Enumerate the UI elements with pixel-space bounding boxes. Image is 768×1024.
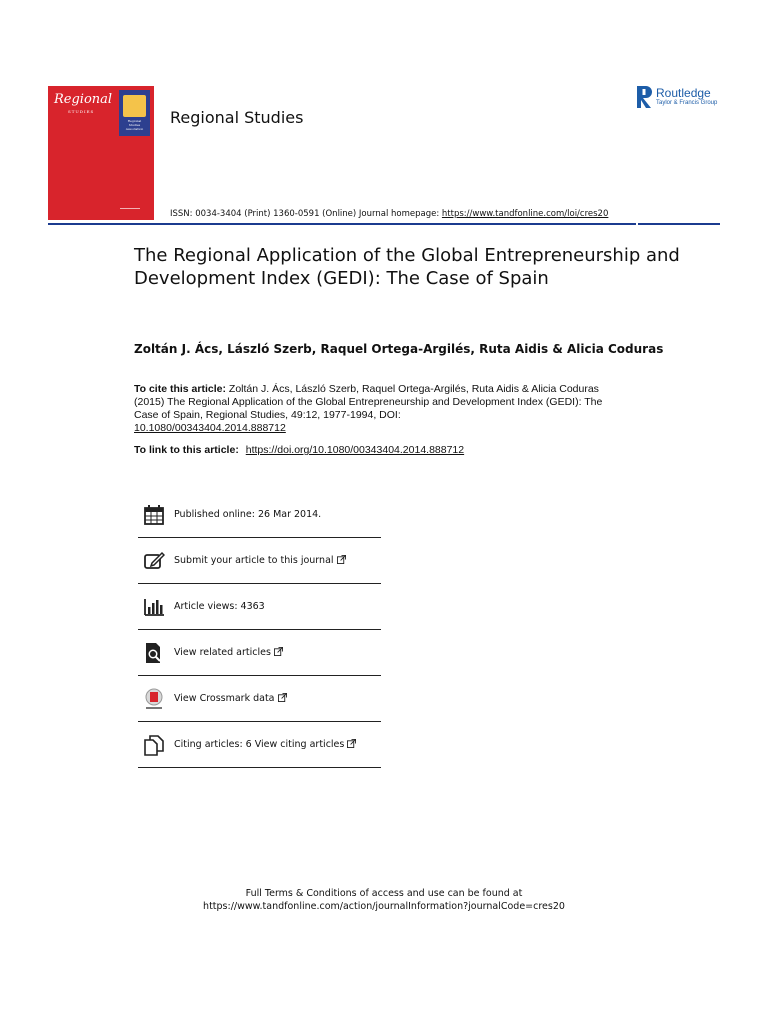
- citation-block: [134, 383, 604, 435]
- published-online-text: Published online: 26 Mar 2014.: [174, 509, 322, 520]
- submit-article-link[interactable]: [174, 555, 346, 566]
- terms-url[interactable]: https://www.tandfonline.com/action/journalInformation?journalCode=cres20: [203, 901, 565, 912]
- publisher-name: Routledge: [656, 86, 711, 100]
- article-views-text: Article views: 4363: [174, 601, 265, 612]
- crossmark-row[interactable]: [138, 676, 381, 722]
- crossmark-link[interactable]: [174, 693, 287, 704]
- bar-chart-icon: [143, 596, 165, 618]
- routledge-logo-icon: [637, 86, 652, 108]
- link-label: To link to this article:: [134, 444, 239, 456]
- related-articles-text: View related articles: [174, 647, 271, 658]
- journal-homepage-link[interactable]: https://www.tandfonline.com/loi/cres20: [441, 209, 609, 219]
- search-document-icon: [143, 642, 165, 664]
- header-divider-gap: [636, 223, 638, 225]
- calendar-icon: [143, 504, 165, 526]
- cover-emblem: [123, 95, 146, 117]
- publisher-tagline: Taylor & Francis Group: [656, 100, 718, 106]
- citing-articles-row[interactable]: [138, 722, 381, 768]
- cite-label: To cite this article:: [134, 383, 226, 395]
- submit-article-row[interactable]: [138, 538, 381, 584]
- citing-articles-icon: [143, 734, 165, 756]
- article-views-row: [138, 584, 381, 630]
- cover-subtitle: STUDIES: [68, 109, 95, 114]
- cite-text: Zoltán J. Ács, László Szerb, Raquel Ortega-Argilés, Ruta Aidis & Alicia Coduras (2015) The Regional Application of the Global Entrepreneurship and Development Index (GEDI): The Case of Spain, Regional Studies, 49:12, 1977-1994, DOI:: [134, 383, 603, 421]
- cover-title: Regional: [54, 92, 113, 107]
- article-link-line: [134, 444, 464, 456]
- publisher-block[interactable]: [637, 86, 727, 112]
- edit-icon: [143, 550, 165, 572]
- submit-article-text: Submit your article to this journal: [174, 555, 334, 566]
- related-articles-row[interactable]: [138, 630, 381, 676]
- journal-cover-image: [48, 86, 154, 220]
- header-divider: [48, 223, 720, 225]
- issn-line: [170, 209, 608, 219]
- published-online-row: [138, 492, 381, 538]
- crossmark-text: View Crossmark data: [174, 693, 275, 704]
- citing-articles-text: Citing articles: 6 View citing articles: [174, 739, 345, 750]
- issn-text: ISSN: 0034-3404 (Print) 1360-0591 (Online) Journal homepage:: [170, 209, 440, 219]
- external-link-icon: [278, 693, 287, 702]
- related-articles-link[interactable]: [174, 647, 283, 658]
- terms-text: Full Terms & Conditions of access and use can be found at: [245, 888, 523, 899]
- external-link-icon: [274, 647, 283, 656]
- external-link-icon: [347, 739, 356, 748]
- citing-articles-link[interactable]: [174, 739, 356, 750]
- article-doi-link[interactable]: https://doi.org/10.1080/00343404.2014.888712: [245, 444, 465, 456]
- crossmark-icon: [143, 688, 165, 710]
- external-link-icon: [337, 555, 346, 564]
- cover-panel: [119, 90, 150, 136]
- terms-footer: [0, 887, 768, 913]
- cover-panel-text: Regional Studies Association: [125, 119, 144, 131]
- article-authors: Zoltán J. Ács, László Szerb, Raquel Ortega-Argilés, Ruta Aidis & Alicia Coduras: [134, 342, 664, 356]
- cover-publisher-mark: [120, 208, 140, 215]
- journal-name: Regional Studies: [170, 108, 304, 127]
- article-info-list: [138, 492, 381, 768]
- cite-doi-link[interactable]: 10.1080/00343404.2014.888712: [134, 422, 286, 434]
- article-title: The Regional Application of the Global Entrepreneurship and Development Index (GEDI): The Case of Spain: [134, 245, 680, 289]
